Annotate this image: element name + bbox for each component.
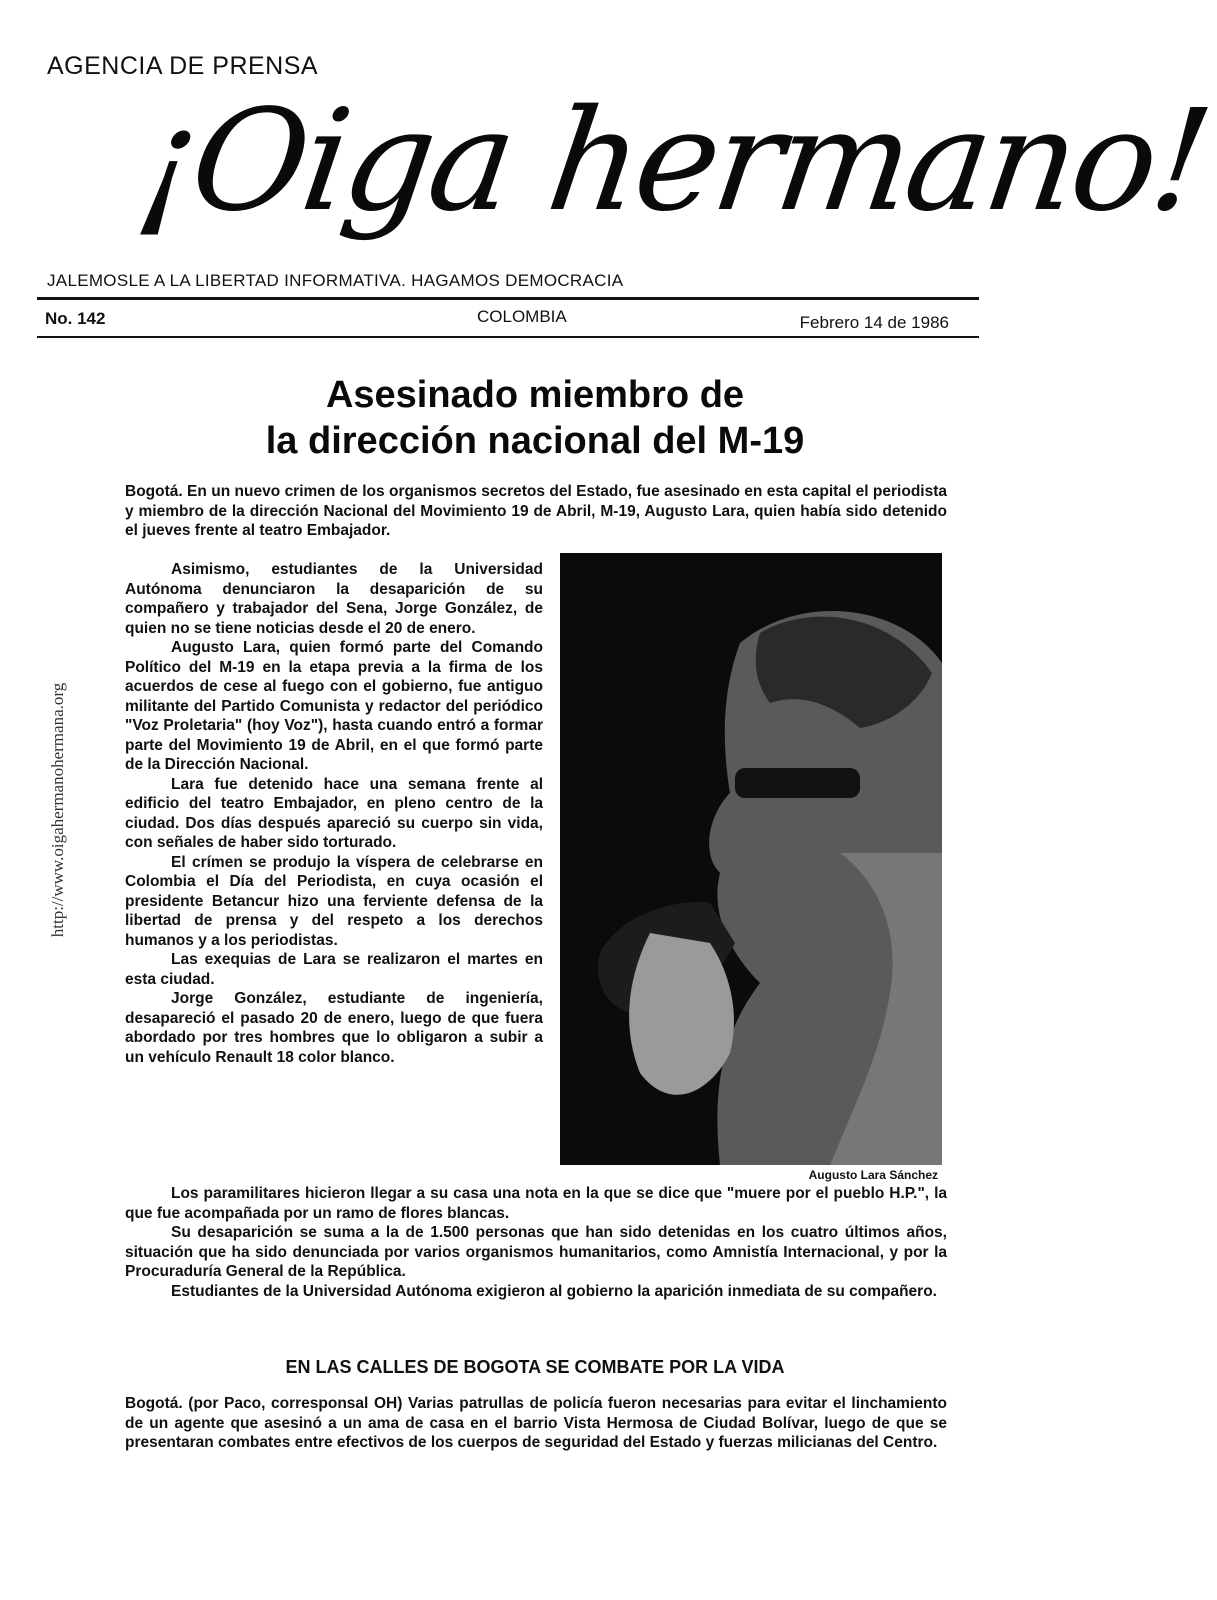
column-paragraph: Augusto Lara, quien formó parte del Comando Político del M-19 en la etapa previa a la firma de los acuerdos de cese al fuego con el gobierno, fue antiguo militante del Partido Comunista y redactor del periódico "Voz Proletaria" (hoy Voz"), hasta cuando entró a formar parte del Movimiento 19 de Abril, en el que formó parte de la Dirección Nacional.	[125, 639, 543, 773]
headline-line-2: la dirección nacional del M-19	[265, 420, 805, 462]
country-label: COLOMBIA	[477, 307, 567, 326]
side-url	[28, 640, 88, 980]
lower-paragraph: Estudiantes de la Universidad Autónoma exigieron al gobierno la aparición inmediata de su compañero.	[171, 1282, 937, 1300]
masthead-logo: ¡Oiga hermano!	[129, 80, 1217, 243]
column-paragraph: Jorge González, estudiante de ingeniería, desapareció el pasado 20 de enero, luego de que fuera abordado por tres hombres que lo obligaron a subir a un vehículo Renault 18 color blanco.	[125, 990, 543, 1066]
photo-caption: Augusto Lara Sánchez	[808, 1168, 938, 1182]
issue-bar	[37, 305, 979, 335]
top-rule	[37, 297, 979, 300]
second-headline: EN LAS CALLES DE BOGOTA SE COMBATE POR LA VIDA	[285, 1357, 785, 1377]
lead-paragraph: Bogotá. En un nuevo crimen de los organismos secretos del Estado, fue asesinado en esta capital el periodista y miembro de la dirección Nacional del Movimiento 19 de Abril, M-19, Augusto Lara, quien había sido detenido el jueves frente al teatro Embajador.	[125, 483, 947, 539]
issue-number: No. 142	[45, 309, 106, 328]
page-title	[120, 372, 950, 464]
tagline: JALEMOSLE A LA LIBERTAD INFORMATIVA. HAGAMOS DEMOCRACIA	[47, 271, 624, 290]
headline-line-1: Asesinado miembro de	[325, 374, 745, 416]
second-article-body: Bogotá. (por Paco, corresponsal OH) Varias patrullas de policía fueron necesarias para evitar el linchamiento de un agente que asesinó a un ama de casa en el barrio Vista Hermosa de Ciudad Bolívar, luego de que se presentaran combates entre efectivos de los cuerpos de seguridad del Estado y fuerzas milicianas del Centro.	[125, 1395, 947, 1451]
column-paragraph: Lara fue detenido hace una semana frente al edificio del teatro Embajador, en pleno centro de la ciudad. Dos días después apareció su cuerpo sin vida, con señales de haber sido torturado.	[125, 775, 543, 851]
lower-text	[125, 1184, 947, 1301]
lower-paragraph: Su desaparición se suma a la de 1.500 personas que han sido detenidas en los cuatro últimos años, situación que ha sido denunciada por varios organismos humanitarios, como Amnistía Internacional, y por la Procuraduría General de la República.	[125, 1224, 947, 1280]
column-paragraph: Las exequias de Lara se realizaron el martes en esta ciudad.	[125, 951, 543, 988]
column-paragraph: El crímen se produjo la víspera de celebrarse en Colombia el Día del Periodista, en cuya ocasión el presidente Betancur hizo una ferviente defensa de la libertad de prensa y del respeto a los derechos humanos y a los periodistas.	[125, 853, 543, 949]
column-paragraph: Asimismo, estudiantes de la Universidad Autónoma denunciaron la desaparición de su compañero y trabajador del Sena, Jorge González, de quien no se tiene noticias desde el 20 de enero.	[125, 561, 543, 637]
issue-date: Febrero 14 de 1986	[799, 313, 949, 332]
portrait-illustration	[560, 553, 942, 1165]
portrait-photo	[560, 553, 942, 1165]
agency-label: AGENCIA DE PRENSA	[47, 52, 319, 80]
side-url-text: http://www.oigahermanohermana.org	[48, 682, 67, 938]
article-column	[125, 560, 543, 1067]
bottom-rule	[37, 336, 979, 338]
lower-paragraph: Los paramilitares hicieron llegar a su casa una nota en la que se dice que "muere por el pueblo H.P.", la que fue acompañada por un ramo de flores blancas.	[125, 1185, 947, 1222]
